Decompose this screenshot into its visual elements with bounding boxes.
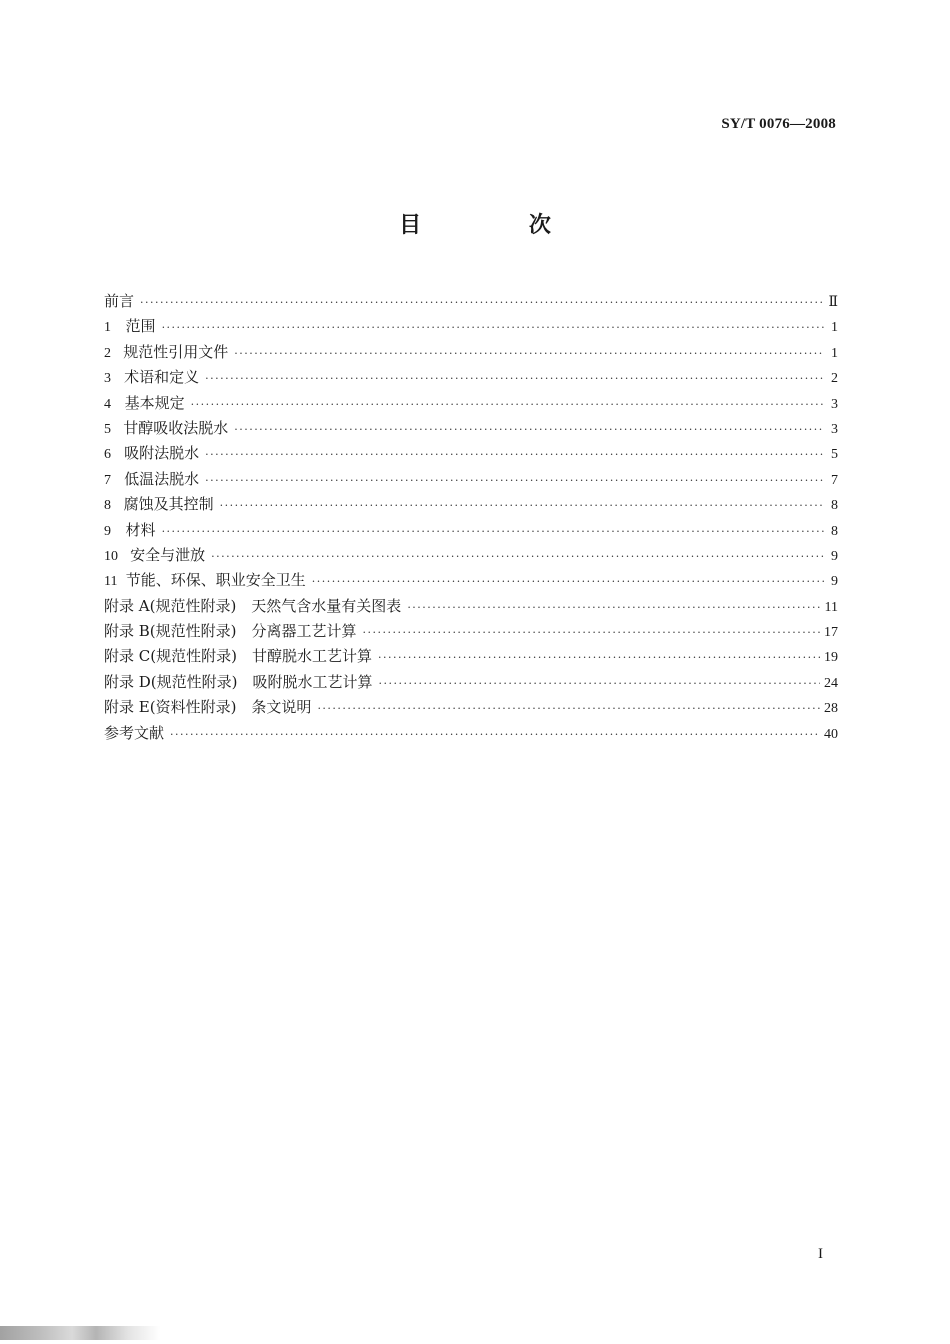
dot-leader [205, 468, 824, 493]
dot-leader [234, 341, 824, 366]
scan-artifact [0, 1326, 160, 1340]
toc-entry-number: 2 [104, 345, 111, 361]
dot-leader [140, 290, 824, 315]
toc-entry-label: 范围 [125, 317, 156, 336]
toc-entry-page: 9 [831, 548, 838, 564]
toc-entry-label: 吸附法脱水 [124, 444, 200, 463]
toc-entry[interactable] [104, 695, 838, 720]
dot-leader [205, 366, 824, 391]
toc-entry-page: 1 [831, 320, 838, 336]
toc-entry-page: 40 [824, 726, 838, 742]
toc-entry-page: Ⅱ [828, 295, 838, 310]
dot-leader [220, 493, 824, 518]
toc-entry[interactable] [104, 314, 838, 339]
toc-entry-number: 5 [104, 421, 111, 437]
dot-leader [407, 595, 820, 620]
toc-entry-number: 1 [104, 320, 111, 336]
toc-entry[interactable] [104, 365, 838, 390]
document-code: SY/T 0076—2008 [721, 116, 836, 132]
toc-entry-number: 4 [104, 396, 111, 412]
toc-entry-label: 低温法脱水 [124, 469, 200, 488]
toc-entry-page: 2 [831, 371, 838, 387]
toc-entry-number: 11 [104, 574, 118, 590]
dot-leader [205, 442, 824, 467]
toc-entry-label: 规范性引用文件 [123, 342, 229, 361]
toc-entry-number: 7 [104, 472, 111, 488]
toc-entry-page: 11 [824, 599, 838, 615]
dot-leader [379, 671, 820, 696]
toc-entry-number: 6 [104, 447, 111, 463]
dot-leader [378, 645, 820, 670]
dot-leader [170, 722, 820, 747]
toc-entry-label: 附录 C(规范性附录) 甘醇脱水工艺计算 [104, 647, 372, 666]
toc-entry[interactable] [104, 289, 838, 314]
toc-entry-label: 附录 E(资料性附录) 条文说明 [104, 698, 312, 717]
toc-entry[interactable] [104, 594, 838, 619]
toc-entry[interactable] [104, 619, 838, 644]
toc-entry-label: 参考文献 [104, 723, 165, 742]
dot-leader [317, 696, 820, 721]
toc-entry-page: 1 [831, 345, 838, 361]
toc-entry-label: 附录 D(规范性附录) 吸附脱水工艺计算 [104, 672, 373, 691]
toc-entry-page: 3 [831, 421, 838, 437]
toc-entry-number: 8 [104, 498, 111, 514]
dot-leader [162, 315, 824, 340]
toc-entry[interactable] [104, 568, 838, 593]
toc-entry-page: 3 [831, 396, 838, 412]
toc-entry[interactable] [104, 492, 838, 517]
toc-entry-page: 24 [824, 675, 838, 691]
toc-entry-label: 基本规定 [124, 393, 185, 412]
toc-entry-label: 附录 A(规范性附录) 天然气含水量有关图表 [104, 596, 402, 615]
toc-entry[interactable] [104, 416, 838, 441]
dot-leader [162, 519, 824, 544]
toc-entry-page: 8 [831, 523, 838, 539]
toc-entry[interactable] [104, 441, 838, 466]
toc-entry-label: 材料 [125, 520, 156, 539]
dot-leader [363, 620, 821, 645]
toc-entry-page: 8 [831, 498, 838, 514]
toc-entry-label: 节能、环保、职业安全卫生 [125, 571, 306, 590]
dot-leader [211, 544, 824, 569]
toc-entry-label: 腐蚀及其控制 [123, 495, 214, 514]
toc-entry[interactable] [104, 670, 838, 695]
dot-leader [312, 569, 824, 594]
toc-entry-label: 术语和定义 [124, 368, 200, 387]
toc-entry-page: 17 [824, 625, 838, 641]
toc-entry-page: 28 [824, 701, 838, 717]
toc-entry-number: 9 [104, 523, 111, 539]
toc-entry-number: 10 [104, 548, 118, 564]
dot-leader [234, 417, 824, 442]
toc-entry-label: 前言 [104, 292, 135, 310]
toc-entry-number: 3 [104, 371, 111, 387]
toc-entry-page: 19 [824, 650, 838, 666]
toc-entry-label: 附录 B(规范性附录) 分离器工艺计算 [104, 622, 357, 641]
table-of-contents [104, 289, 838, 746]
dot-leader [191, 392, 824, 417]
toc-entry[interactable] [104, 721, 838, 746]
toc-entry[interactable] [104, 467, 838, 492]
toc-entry[interactable] [104, 518, 838, 543]
page-title: 目 次 [399, 213, 601, 238]
toc-entry[interactable] [104, 644, 838, 669]
toc-entry[interactable] [104, 391, 838, 416]
toc-entry[interactable] [104, 543, 838, 568]
toc-entry-label: 安全与泄放 [130, 545, 206, 564]
toc-entry-page: 5 [831, 447, 838, 463]
toc-entry-page: 7 [831, 472, 838, 488]
toc-entry[interactable] [104, 340, 838, 365]
toc-entry-label: 甘醇吸收法脱水 [123, 418, 229, 437]
toc-entry-page: 9 [831, 574, 838, 590]
page-number: I [818, 1246, 823, 1262]
